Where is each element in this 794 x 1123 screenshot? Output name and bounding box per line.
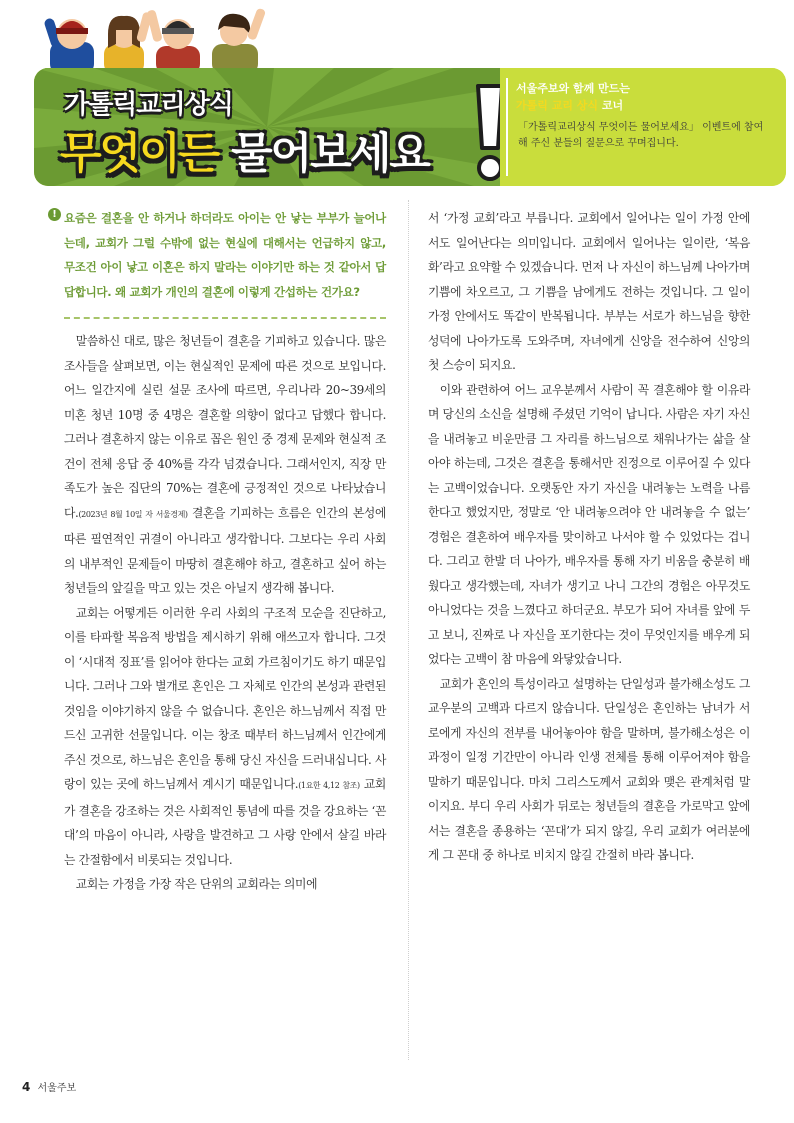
- info-highlight: 가톨릭 교리 상식: [516, 99, 599, 112]
- info-description: 「가톨릭교리상식 무엇이든 물어보세요」 이벤트에 참여해 주신 분들의 질문으로 꾸며집니다.: [518, 122, 764, 149]
- person-3-figure: [146, 9, 200, 74]
- info-divider: [506, 78, 508, 176]
- left-column: [52, 206, 387, 897]
- publication-name: 서울주보: [37, 1083, 77, 1094]
- answer-p1-continued: 결혼을 기피하는 흐름은 인간의 본성에 따른 필연적인 귀결이 아니라고 생각합니다. 그보다는 우리 사회의 내부적인 문제들이 마땅히 결혼해야 하고, 결혼하고 싶어 하는 청년들의 앞길을 막고 있는 것은 아닐지 생각해 봅니다.: [64, 505, 387, 595]
- answer-paragraph-1: [64, 329, 386, 601]
- question-text: 요즘은 결혼을 안 하거나 하더라도 아이는 안 낳는 부부가 늘어나는데, 교회가 그럴 수밖에 없는 현실에 대해서는 언급하지 않고, 무조건 아이 낳고 이혼은 하지 말라는 이야기만 하는 것 같아서 답답합니다. 왜 교회가 개인의 결혼에 이렇게 간섭하는 건가요?: [64, 211, 386, 299]
- header-info-panel: [500, 68, 786, 186]
- header-banner: [34, 68, 786, 186]
- column-divider: [408, 200, 409, 1060]
- answer-paragraph-5: 이와 관련하여 어느 교우분께서 사람이 꼭 결혼해야 할 이유라며 당신의 소신을 설명해 주셨던 기억이 납니다. 사람은 자기 자신을 내려놓고 비운만큼 그 자리를 하느님으로 채워나가는 삶을 살아야 하는데, 그것은 결혼을 통해서만 진정으로 이루어질 수 있다는 고백이었습니다. 오랫동안 자기 자신을 내려놓는 노력을 나름 한다고 했었지만, 정말로 ‘안 내려놓으려야 안 내려놓을 수 없는’ 경험은 결혼하여 배우자를 맞이하고 나서야 할 수 있었다는 겁니다. 그리고 한발 더 나아가, 배우자를 통해 자기 비움을 충분히 배웠다고 생각했는데, 자녀가 생기고 나니 그간의 경험은 아무것도 아니었다는 것을 느꼈다고 하더군요. 부모가 되어 자녀를 앞에 두고 보니, 진짜로 나 자신을 포기한다는 것이 무엇인지를 배우게 되었다는 고백이 참 마음에 와닿았습니다.: [428, 382, 750, 666]
- answer-paragraph-4: 서 ‘가정 교회’라고 부릅니다. 교회에서 일어나는 일이 가정 안에서도 일어난다는 의미입니다. 교회에서 일어나는 일이란, ‘복음화’라고 요약할 수 있겠습니다. 먼저 나 자신이 하느님께 나아가며 기쁨에 차오르고, 그 기쁨을 남에게도 전하는 것입니다. 그 일이 가정 안에서도 똑같이 반복됩니다. 부부는 서로가 하느님을 향한 성덕에 나아가도록 도와주며, 자녀에게 신앙을 전수하여 신앙의 첫 스승이 되지요.: [428, 211, 750, 372]
- citation-1john: (1요한 4,12 참조): [298, 781, 360, 790]
- answer-p1-text: 말씀하신 대로, 많은 청년들이 결혼을 기피하고 있습니다. 많은 조사들을 살펴보면, 이는 현실적인 문제에 따른 것으로 보입니다. 어느 일간지에 실린 설문 조사에 따르면, 우리나라 20~39세의 미혼 청년 10명 중 4명은 결혼할 의향이 없다고 답했다 합니다. 그러나 결혼하지 않는 이유로 꼽은 원인 중 경제 문제와 현실적 조건이 전체 응답 중 40%를 각각 넘겼습니다. 그래서인지, 직장 만족도가 높은 집단의 70%는 결혼에 긍정적인 것으로 나타났습니다.: [64, 334, 386, 520]
- answer-p2-continued: 교회가 결혼을 강조하는 것은 사회적인 통념에 따를 것을 강요하는 ‘꼰대’의 마음이 아니라, 사랑을 발견하고 그 사랑 안에서 살길 바라는 간절함에서 비롯되는 것입니다.: [64, 777, 386, 867]
- series-title: 가톨릭교리상식: [64, 90, 233, 120]
- answer-p2-text: 교회는 어떻게든 이러한 우리 사회의 구조적 모순을 진단하고, 이를 타파할 복음적 방법을 제시하기 위해 애쓰고자 합니다. 그것이 ‘시대적 징표’를 읽어야 한다는 교회 가르침이기도 하기 때문입니다. 그러나 그와 별개로 혼인은 그 자체로 인간의 본성과 관련된 것임을 이야기하지 않을 수 없습니다. 혼인은 하느님께서 직접 만드신 고귀한 선물입니다. 이는 창조 때부터 하느님께서 인간에게 주신 것으로, 하느님은 혼인을 통해 당신 자신을 드러내십니다. 사랑이 있는 곳에 하느님께서 계시기 때문입니다.: [64, 605, 386, 791]
- person-1-figure: [44, 17, 94, 74]
- right-column: [428, 206, 750, 868]
- answer-paragraph-2: [64, 601, 386, 873]
- page-number: 4: [22, 1080, 31, 1094]
- answer-paragraph-6: 교회가 혼인의 특성이라고 설명하는 단일성과 불가해소성도 그 교우분의 고백과 다르지 않습니다. 단일성은 혼인하는 남녀가 서로에게 자신의 전부를 내어놓아야 함을 말하며, 불가해소성은 이 과정이 일정 기간만이 아니라 인생 전체를 통해 이루어져야 함을 말하기 때문입니다. 마치 그리스도께서 교회와 맺은 관계처럼 말이지요. 부디 우리 사회가 뒤로는 청년들의 결혼을 가로막고 앞에서는 결혼을 종용하는 ‘꼰대’가 되지 않길, 우리 교회가 여러분에게 그 꼰대 중 하나로 비치지 않길 간절히 바라 봅니다.: [428, 676, 750, 862]
- citation-seoul-economy: (2023년 8월 10일 자 서울경제): [78, 509, 188, 519]
- person-2-figure: [104, 11, 152, 74]
- info-line-1: 서울주보와 함께 만드는: [516, 82, 630, 95]
- page-footer: [22, 1079, 76, 1094]
- header-title-panel: [34, 68, 500, 186]
- info-line-2-rest: 코너: [601, 99, 624, 112]
- main-title: [60, 120, 429, 181]
- answer-paragraph-3: 교회는 가정을 가장 작은 단위의 교회라는 의미에: [75, 877, 318, 891]
- info-line-2: [516, 97, 623, 113]
- people-illustration: [44, 4, 274, 74]
- exclamation-icon: !: [48, 208, 61, 221]
- main-title-part2: 물어보세요: [231, 129, 429, 179]
- question-divider: [64, 317, 386, 319]
- person-4-figure: [212, 8, 266, 74]
- main-title-part1: 무엇이든: [60, 129, 219, 179]
